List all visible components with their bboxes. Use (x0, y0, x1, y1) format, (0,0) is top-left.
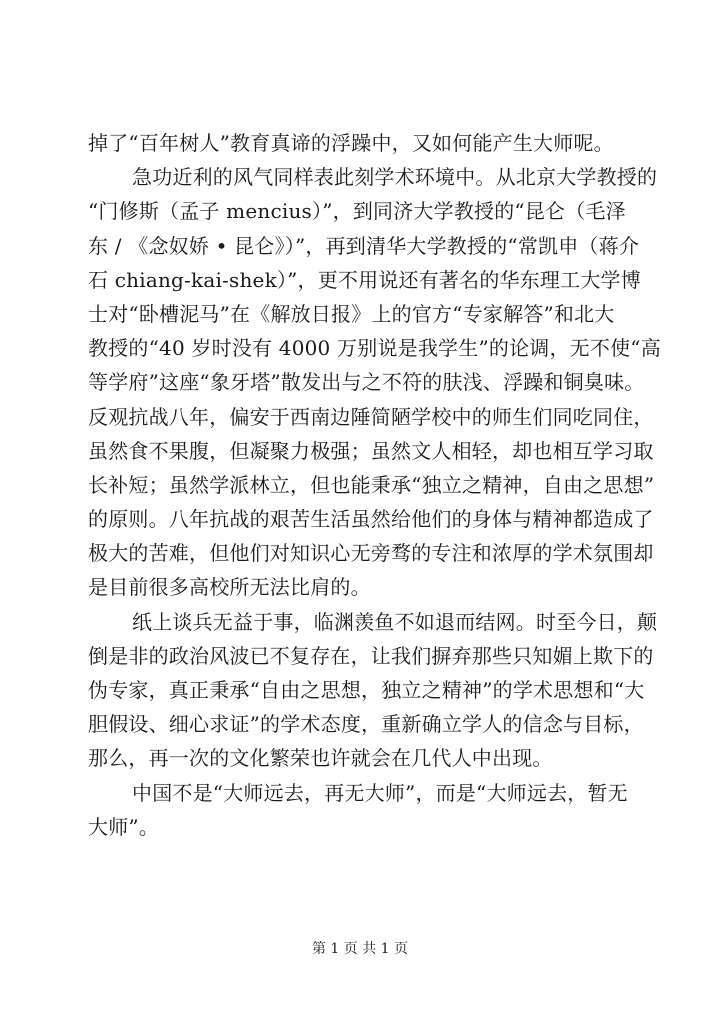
text-line: 东 / 《念奴娇 • 昆仑》）”，再到清华大学教授的“常凯申（蒋介 (88, 233, 640, 258)
text-line: 教授的“40 岁时没有 4000 万别说是我学生”的论调，无不使“高 (88, 336, 661, 361)
text-line: “门修斯（孟子 mencius）”，到同济大学教授的“昆仑（毛泽 (88, 199, 626, 224)
text-line: 那么，再一次的文化繁荣也许就会在几代人中出现。 (88, 746, 553, 771)
text-line: 反观抗战八年，偏安于西南边陲简陋学校中的师生们同吃同住， (88, 404, 654, 429)
text-line: 石 chiang-kai-shek）”，更不用说还有著名的华东理工大学博 (88, 267, 641, 292)
text-line: 长补短；虽然学派林立，但也能秉承“独立之精神，自由之思想” (88, 472, 655, 497)
text-line: 等学府”这座“象牙塔”散发出与之不符的肤浅、浮躁和铜臭味。 (88, 370, 645, 395)
text-line: 虽然食不果腹，但凝聚力极强；虽然文人相轻，却也相互学习取 (88, 438, 654, 463)
text-line: 伪专家，真正秉承“自由之思想，独立之精神”的学术思想和“大 (88, 678, 645, 702)
text-line: 士对“卧槽泥马”在《解放日报》上的官方“专家解答”和北大 (88, 301, 615, 326)
text-line: 极大的苦难，但他们对知识心无旁骛的专注和浓厚的学术氛围却 (88, 541, 654, 566)
document-body (88, 126, 661, 844)
text-line: 掉了“百年树人”教育真谛的浮躁中，又如何能产生大师呢。 (88, 131, 614, 155)
page-footer: 第 1 页 共 1 页 (311, 941, 409, 957)
text-line: 倒是非的政治风波已不复存在，让我们摒弃那些只知媚上欺下的 (88, 643, 654, 668)
paragraph-start-line: 纸上谈兵无益于事，临渊羡鱼不如退而结网。时至今日，颠 (132, 609, 658, 634)
text-line: 是目前很多高校所无法比肩的。 (88, 575, 371, 600)
paragraph-start-line: 急功近利的风气同样表此刻学术环境中。从北京大学教授的 (132, 165, 658, 190)
text-line: 的原则。八年抗战的艰苦生活虽然给他们的身体与精神都造成了 (88, 507, 654, 532)
paragraph-start-line: 中国不是“大师远去，再无大师”，而是“大师远去，暂无 (132, 780, 628, 805)
text-line: 胆假设、细心求证”的学术态度，重新确立学人的信念与目标， (88, 712, 644, 737)
text-line: 大师”。 (88, 814, 160, 839)
